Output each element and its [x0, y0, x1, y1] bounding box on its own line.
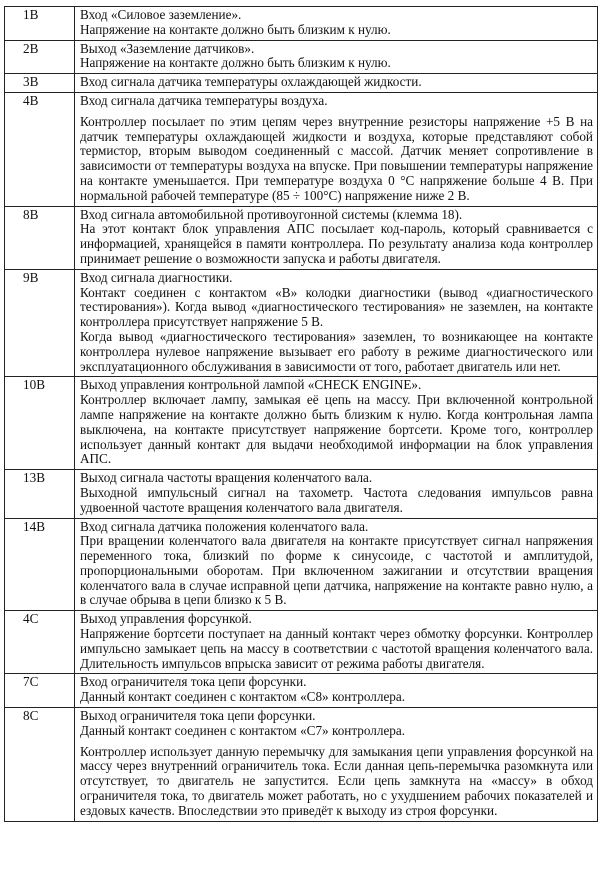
table-row: [5, 40, 598, 74]
description-line: Вход сигнала датчика температуры охлаждающей жидкости.: [80, 74, 422, 90]
description-line: Выход «Заземление датчиков».: [80, 40, 255, 56]
description-line: Выход ограничителя тока цепи форсунки.: [80, 708, 316, 724]
pin-code: 14B: [5, 518, 75, 611]
description-line: Контроллер посылает по этим цепям через внутренние резисторы напряжение +5 В на датчик температуры охлаждающей жидкости и воздуха, которые представляют собой термистор, вторым выводом соединенный с массой. Датчик меняет сопротивление в зависимости от температуры воздуха на впуске. При повышении температуры напряжение на контакте уменьшается. При температуре воздуха 0 °С напряжение больше 4 В. При нормальной рабочей температуре (85 ÷ 100°С) напряжение ниже 2 В.: [80, 113, 593, 203]
description-line: Вход сигнала датчика температуры воздуха.: [80, 92, 328, 108]
pin-description: [75, 611, 598, 674]
pin-code: 8C: [5, 708, 75, 822]
description-line: Данный контакт соединен с контактом «С7» контроллера.: [80, 722, 406, 738]
table-row: [5, 674, 598, 708]
description-line: Напряжение на контакте должно быть близким к нулю.: [80, 55, 391, 71]
description-line: Контакт соединен с контактом «В» колодки диагностики (вывод «диагностического тестирования»). Когда вывод «диагностического тестирования» не заземлен, на контакте контроллера присутствует напряжение 5 В.: [80, 284, 593, 330]
description-line: Вход сигнала диагностики.: [80, 269, 233, 285]
pin-description: [75, 518, 598, 611]
table-row: [5, 518, 598, 611]
pin-description: [75, 206, 598, 269]
pin-code: 13B: [5, 470, 75, 518]
pin-code: 10B: [5, 377, 75, 470]
description-line: Вход сигнала автомобильной противоугонной системы (клемма 18).: [80, 206, 463, 222]
pin-description: [75, 7, 598, 41]
table-row: [5, 269, 598, 377]
pin-description: [75, 708, 598, 822]
description-line: Вход ограничителя тока цепи форсунки.: [80, 674, 307, 690]
table-row: [5, 92, 598, 206]
description-line: Выход управления контрольной лампой «CHECK ENGINE».: [80, 377, 422, 393]
description-line: Напряжение бортсети поступает на данный контакт через обмотку форсунки. Контроллер импульсно замыкает цепь на массу в соответствии с частотой вращения коленчатого вала. Длительность импульсов впрыска зависит от режима работы двигателя.: [80, 626, 593, 671]
pin-code: 3B: [5, 74, 75, 93]
pin-code: 2B: [5, 40, 75, 74]
table-row: [5, 7, 598, 41]
pin-description: [75, 377, 598, 470]
description-line: Данный контакт соединен с контактом «С8» контроллера.: [80, 689, 406, 705]
pin-code: 4B: [5, 92, 75, 206]
pin-description: [75, 674, 598, 708]
pin-code: 8B: [5, 206, 75, 269]
pin-description: [75, 470, 598, 518]
description-line: Контроллер включает лампу, замыкая её цепь на массу. При включенной контрольной лампе напряжение на контакте должно быть близким к нулю. Когда контрольная лампа выключена, на контакте присутствует напряжение бортсети. Кроме того, контроллер использует данный контакт для выдачи необходимой информации на блок управления АПС.: [80, 392, 593, 467]
table-row: [5, 377, 598, 470]
description-line: Вход «Силовое заземление».: [80, 7, 242, 22]
description-line: Выход сигнала частоты вращения коленчатого вала.: [80, 470, 373, 486]
pin-code: 9B: [5, 269, 75, 377]
pin-code: 7C: [5, 674, 75, 708]
table-row: [5, 708, 598, 822]
pin-description: [75, 269, 598, 377]
description-line: Контроллер использует данную перемычку для замыкания цепи управления форсункой на массу через внутренний ограничитель тока. Если данная цепь-перемычка разомкнута или отсутствует, то двигатель не запустится. Если цепь замкнута на «массу» в обход ограничителя тока, то двигатель может работать, но с ухудшением рабочих показателей и ездовых качеств. Впоследствии это приведёт к выходу из строя форсунки.: [80, 743, 593, 818]
table-row: [5, 206, 598, 269]
pin-description: [75, 74, 598, 93]
pin-code: 4C: [5, 611, 75, 674]
pin-table: [4, 6, 598, 822]
description-line: При вращении коленчатого вала двигателя на контакте присутствует сигнал напряжения переменного тока, близкий по форме к синусоиде, с частотой и амплитудой, пропорциональными оборотам. При включенном зажигании и отсутствии вращения коленчатого вала в случае исправной цепи датчика, напряжение на контакте равно нулю, а в случае обрыва в цепи близко к 5 В.: [80, 533, 593, 608]
table-row: [5, 470, 598, 518]
description-line: Выход управления форсункой.: [80, 611, 252, 627]
table-row: [5, 74, 598, 93]
description-line: Вход сигнала датчика положения коленчатого вала.: [80, 518, 369, 534]
description-line: Выходной импульсный сигнал на тахометр. Частота следования импульсов равна удвоенной частоте вращения коленчатого вала двигателя.: [80, 484, 593, 515]
description-line: Напряжение на контакте должно быть близким к нулю.: [80, 21, 391, 37]
description-line: Когда вывод «диагностического тестирования» заземлен, то возникающее на контакте контроллера нулевое напряжение вызывает его работу в режиме диагностического или эксплуатационного обслуживания в зависимости от того, работает двигатель или нет.: [80, 328, 593, 374]
pin-description: [75, 40, 598, 74]
description-line: На этот контакт блок управления АПС посылает код-пароль, который сравнивается с информацией, хранящейся в памяти контроллера. По результату анализа кода контроллер принимает решение о возможности запуска и работы двигателя.: [80, 221, 593, 266]
table-row: [5, 611, 598, 674]
pin-description: [75, 92, 598, 206]
pin-code: 1B: [5, 7, 75, 41]
